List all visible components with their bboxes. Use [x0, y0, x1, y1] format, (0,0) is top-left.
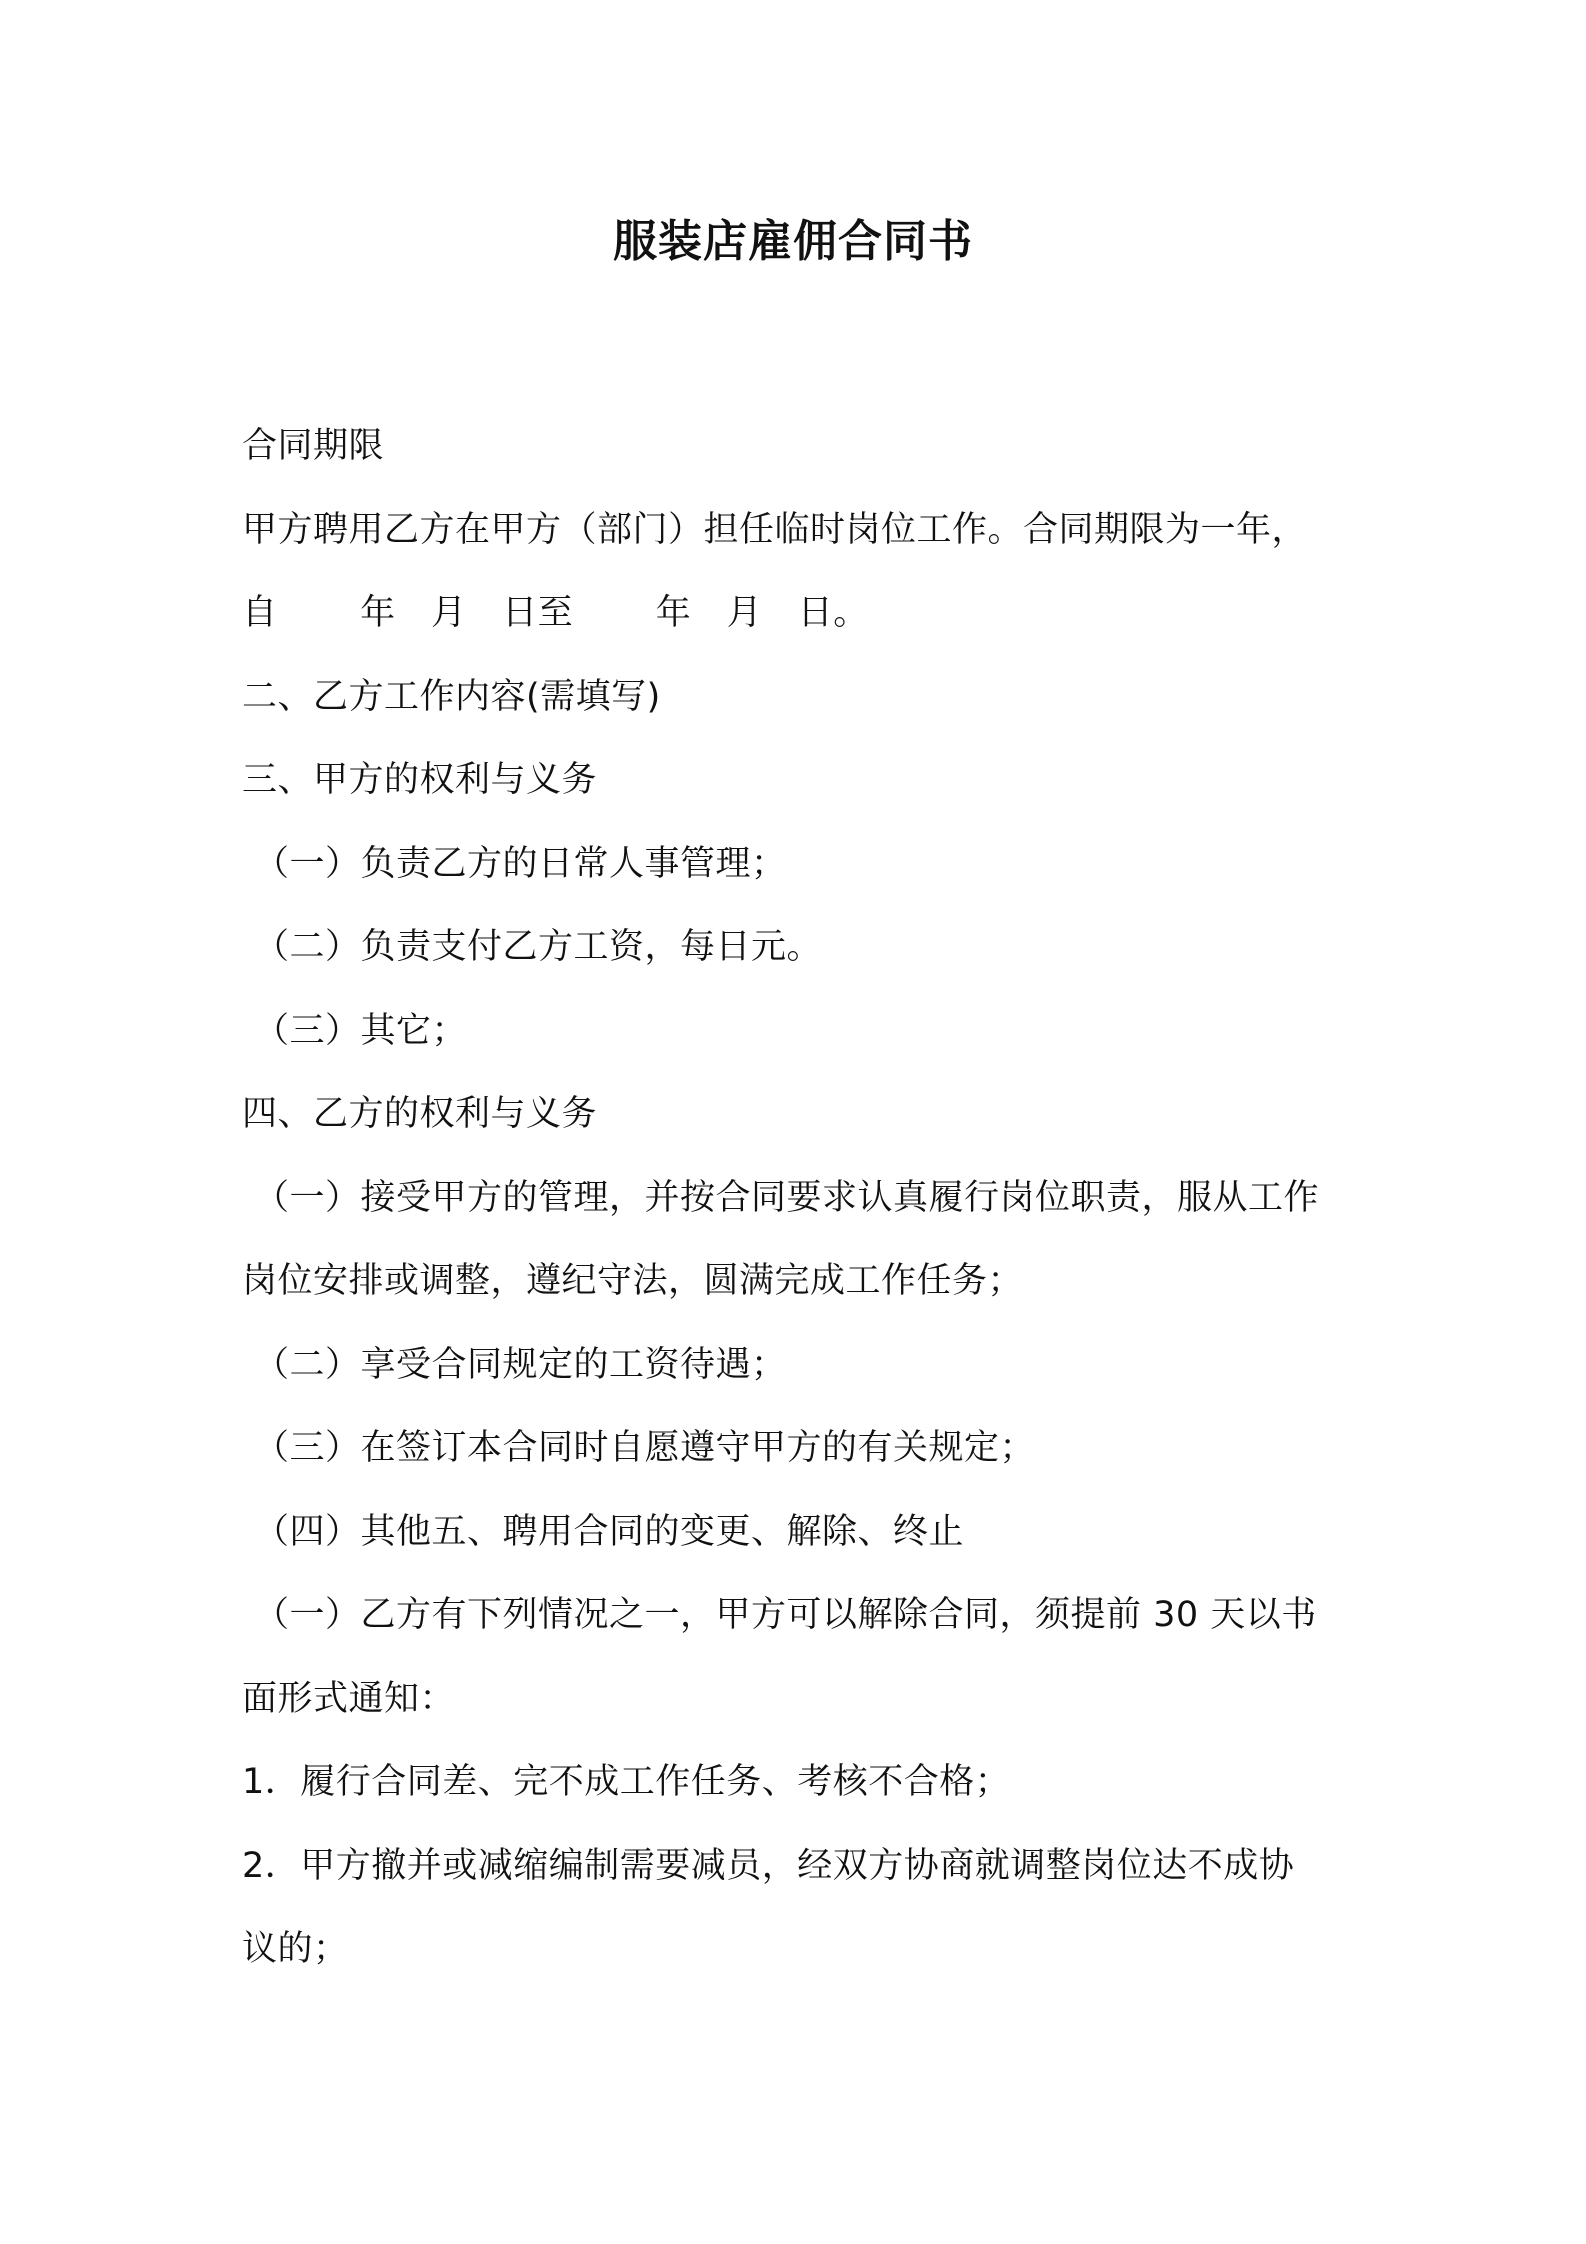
- list-item: （一）负责乙方的日常人事管理；: [254, 843, 787, 884]
- document-title: 服装店雇佣合同书: [613, 216, 973, 267]
- paragraph-line: 自 年 月 日至 年 月 日。: [242, 593, 869, 633]
- paragraph-line: 甲方聘用乙方在甲方（部门）担任临时岗位工作。合同期限为一年，: [242, 509, 1308, 550]
- document-body: [242, 405, 1362, 1992]
- section-heading-term: 合同期限: [242, 426, 385, 466]
- list-item: （二）享受合同规定的工资待遇；: [254, 1344, 787, 1385]
- list-item: （一）接受甲方的管理，并按合同要求认真履行岗位职责，服从工作: [254, 1177, 1320, 1218]
- section-heading: 三、甲方的权利与义务: [242, 760, 598, 800]
- paragraph-line: 议的；: [242, 1929, 349, 1969]
- numbered-item: 1．履行合同差、完不成工作任务、考核不合格；: [242, 1762, 1011, 1802]
- list-item: （四）其他五、聘用合同的变更、解除、终止: [254, 1511, 965, 1552]
- list-item: （一）乙方有下列情况之一，甲方可以解除合同，须提前 30 天以书: [254, 1595, 1317, 1635]
- section-heading: 二、乙方工作内容(需填写): [242, 676, 661, 717]
- paragraph-line: 面形式通知：: [242, 1678, 456, 1719]
- list-item: （三）其它；: [254, 1010, 468, 1051]
- list-item: （二）负责支付乙方工资，每日元。: [254, 927, 823, 967]
- paragraph-line: 岗位安排或调整，遵纪守法，圆满完成工作任务；: [242, 1261, 1024, 1301]
- numbered-item: 2．甲方撤并或减缩编制需要减员，经双方协商就调整岗位达不成协: [242, 1845, 1295, 1886]
- list-item: （三）在签订本合同时自愿遵守甲方的有关规定；: [254, 1428, 1036, 1468]
- section-heading: 四、乙方的权利与义务: [242, 1094, 598, 1134]
